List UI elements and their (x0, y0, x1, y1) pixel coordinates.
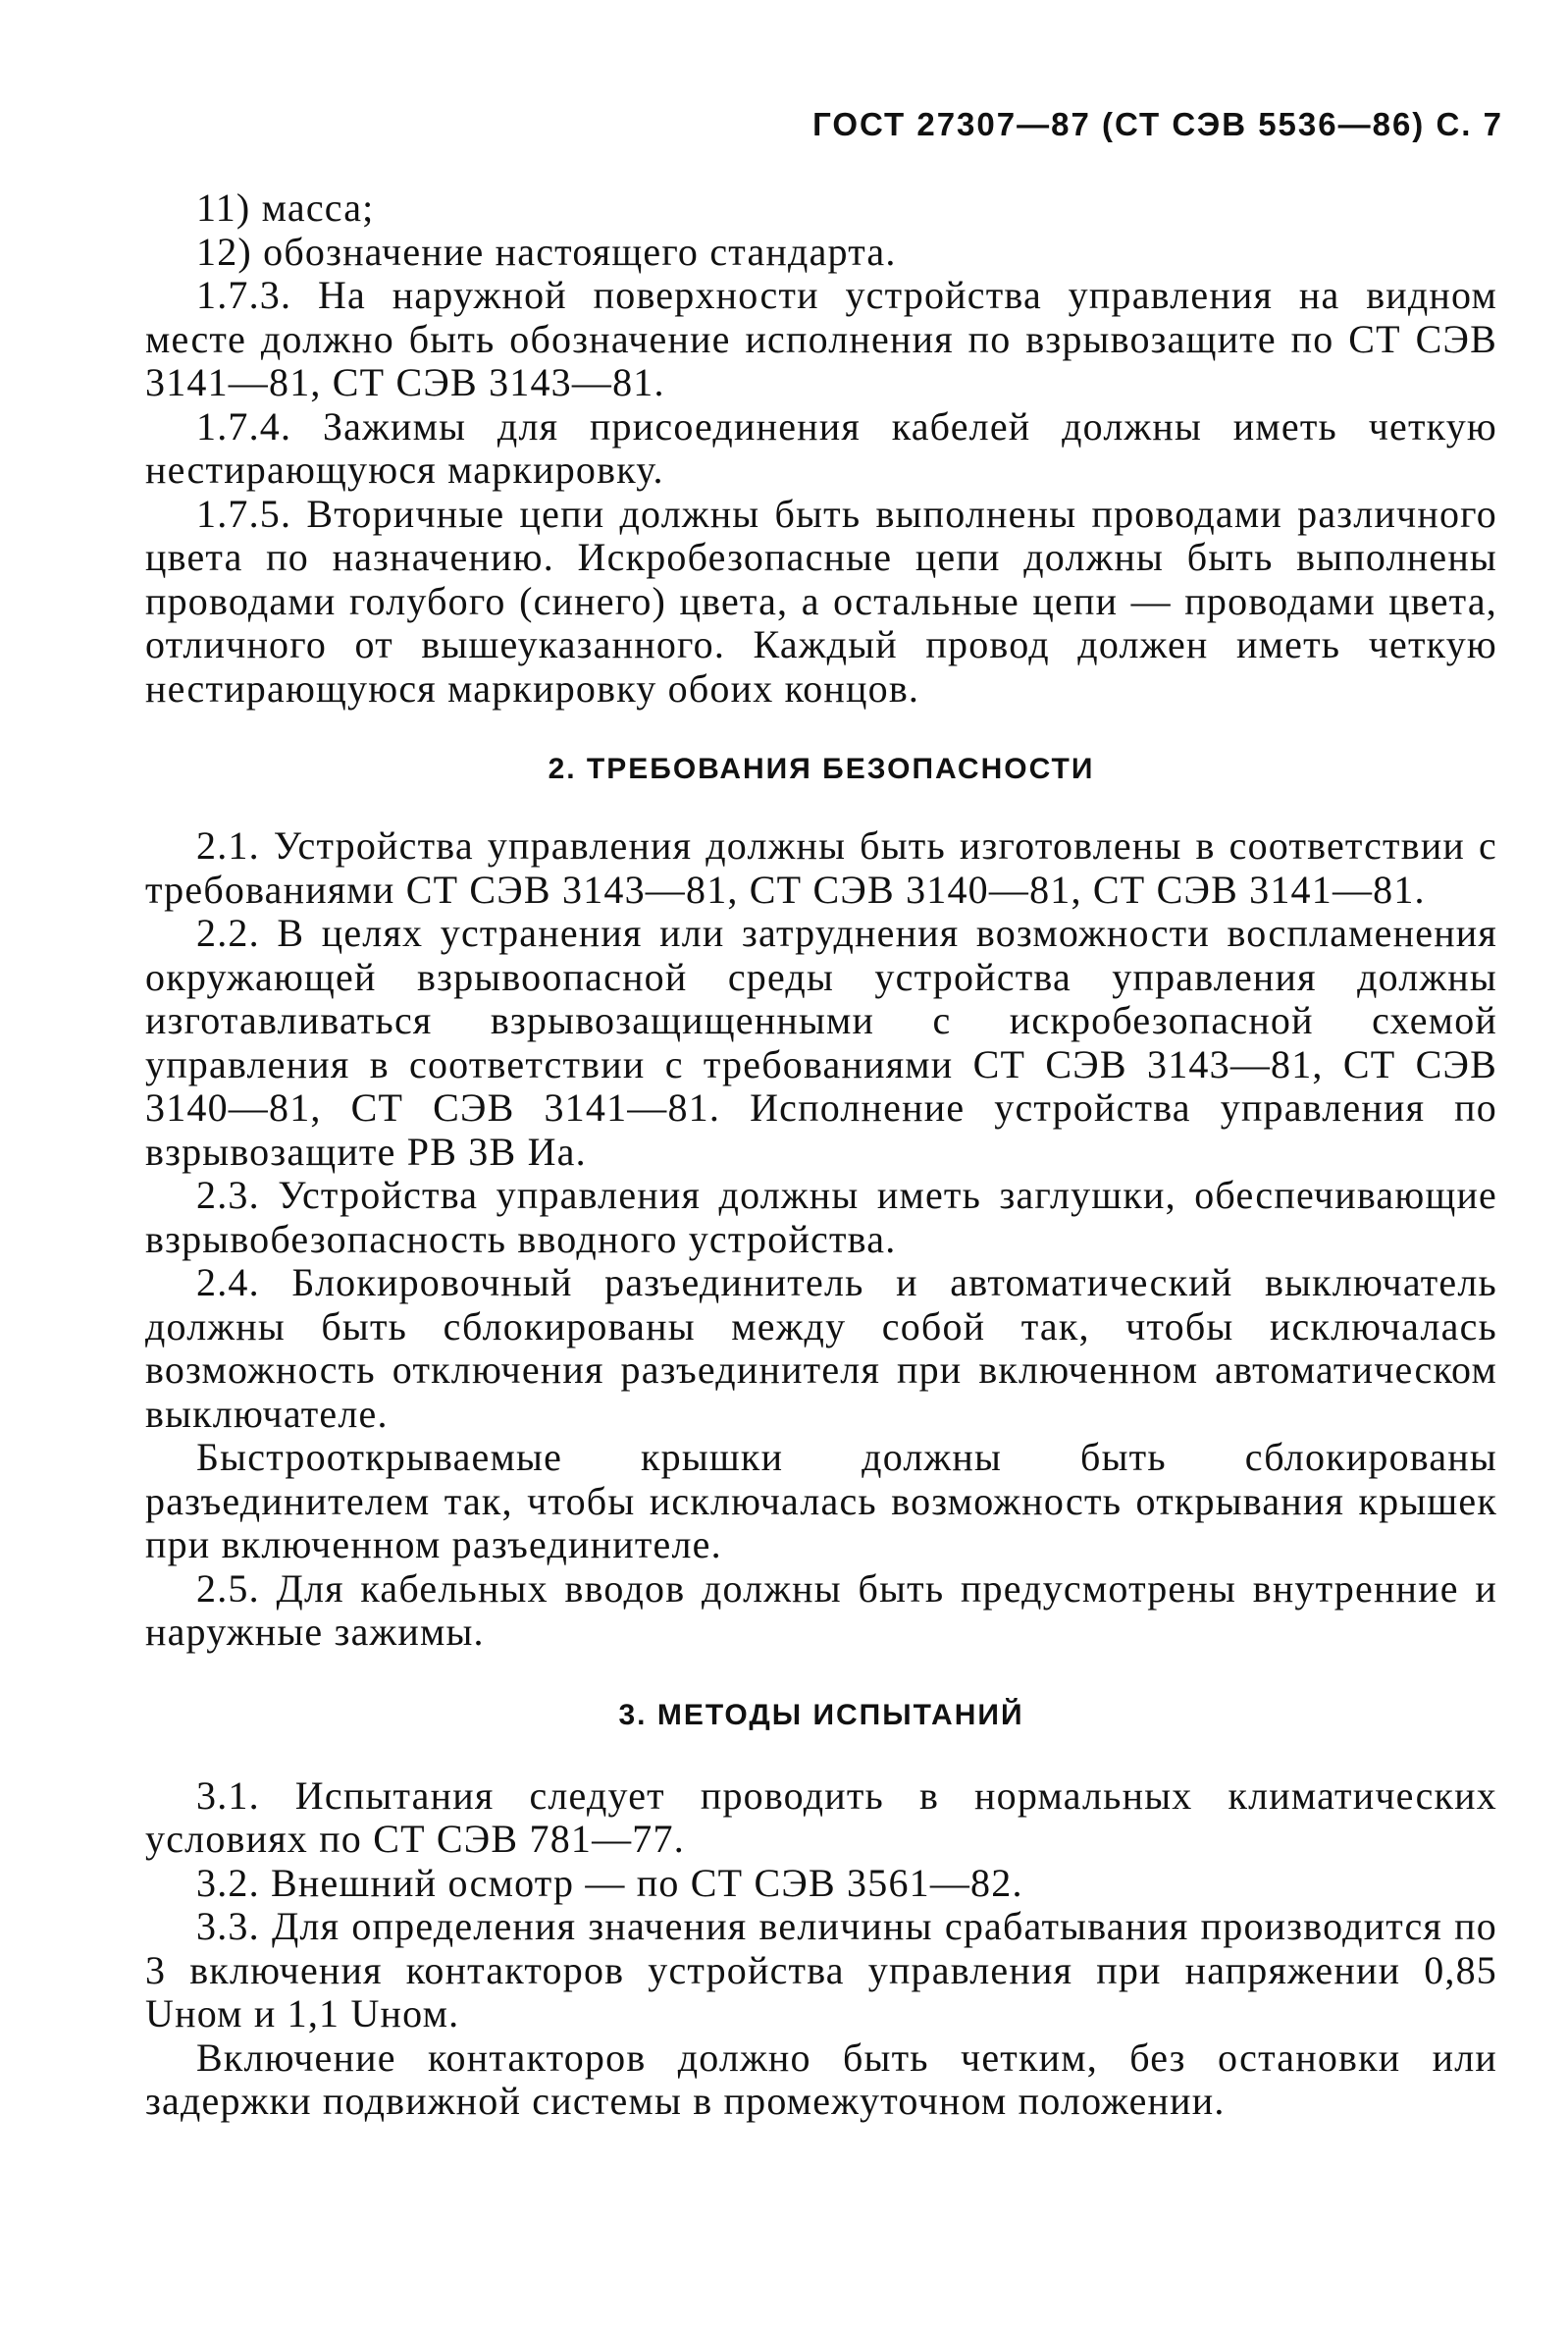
section-heading-safety: 2. ТРЕБОВАНИЯ БЕЗОПАСНОСТИ (548, 753, 1095, 785)
document-body (145, 186, 1497, 2124)
paragraph-3-3-continued: Включение контакторов должно быть четким, без остановки или задержки подвижной системы в промежуточном положении. (145, 2035, 1497, 2123)
running-head: ГОСТ 27307—87 (СТ СЭВ 5536—86) С. 7 (812, 106, 1503, 142)
list-item-11: 11) масса; (196, 185, 375, 230)
paragraph-2-4-continued: Быстрооткрываемые крышки должны быть сблокированы разъединителем так, чтобы исключалась возможность открывания крышек при включенном разъединителе. (145, 1435, 1497, 1566)
paragraph-2-2: 2.2. В целях устранения или затруднения возможности воспламенения окружающей взрывоопасной среды устройства управления должны изготавливаться взрывозащищенными с искробезопасной схемой управления в соответствии с требованиями СТ СЭВ 3143—81, СТ СЭВ 3140—81, СТ СЭВ 3141—81. Исполнение устройства управления по взрывозащите РВ 3В Иа. (145, 911, 1497, 1174)
paragraph-3-1: 3.1. Испытания следует проводить в нормальных климатических условиях по СТ СЭВ 781—77. (145, 1772, 1497, 1861)
paragraph-1-7-3: 1.7.3. На наружной поверхности устройства управления на видном месте должно быть обозначение исполнения по взрывозащите по СТ СЭВ 3141—81, СТ СЭВ 3143—81. (145, 273, 1497, 404)
paragraph-1-7-4: 1.7.4. Зажимы для присоединения кабелей должны иметь четкую нестирающуюся маркировку. (145, 403, 1497, 492)
paragraph-3-3: 3.3. Для определения значения величины срабатывания производится по 3 включения контакторов устройства управления при напряжении 0,85 Uном и 1,1 Uном. (145, 1904, 1497, 2035)
section-heading-test-methods: 3. МЕТОДЫ ИСПЫТАНИЙ (618, 1698, 1024, 1731)
paragraph-2-3: 2.3. Устройства управления должны иметь заглушки, обеспечивающие взрывобезопасность вводного устройства. (145, 1173, 1497, 1261)
paragraph-2-5: 2.5. Для кабельных вводов должны быть предусмотрены внутренние и наружные зажимы. (145, 1565, 1497, 1654)
paragraph-3-2: 3.2. Внешний осмотр — по СТ СЭВ 3561—82. (196, 1860, 1023, 1905)
paragraph-1-7-5: 1.7.5. Вторичные цепи должны быть выполнены проводами различного цвета по назначению. Искробезопасные цепи должны быть выполнены проводами голубого (синего) цвета, а остальные цепи — проводами цвета, отличного от вышеуказанного. Каждый провод должен иметь четкую нестирающуюся маркировку обоих концов. (145, 491, 1497, 711)
paragraph-2-1: 2.1. Устройства управления должны быть изготовлены в соответствии с требованиями СТ СЭВ 3143—81, СТ СЭВ 3140—81, СТ СЭВ 3141—81. (145, 823, 1497, 912)
paragraph-2-4: 2.4. Блокировочный разъединитель и автоматический выключатель должны быть сблокированы между собой так, чтобы исключалась возможность отключения разъединителя при включенном автоматическом выключателе. (145, 1260, 1497, 1436)
list-item-12: 12) обозначение настоящего стандарта. (196, 229, 897, 274)
